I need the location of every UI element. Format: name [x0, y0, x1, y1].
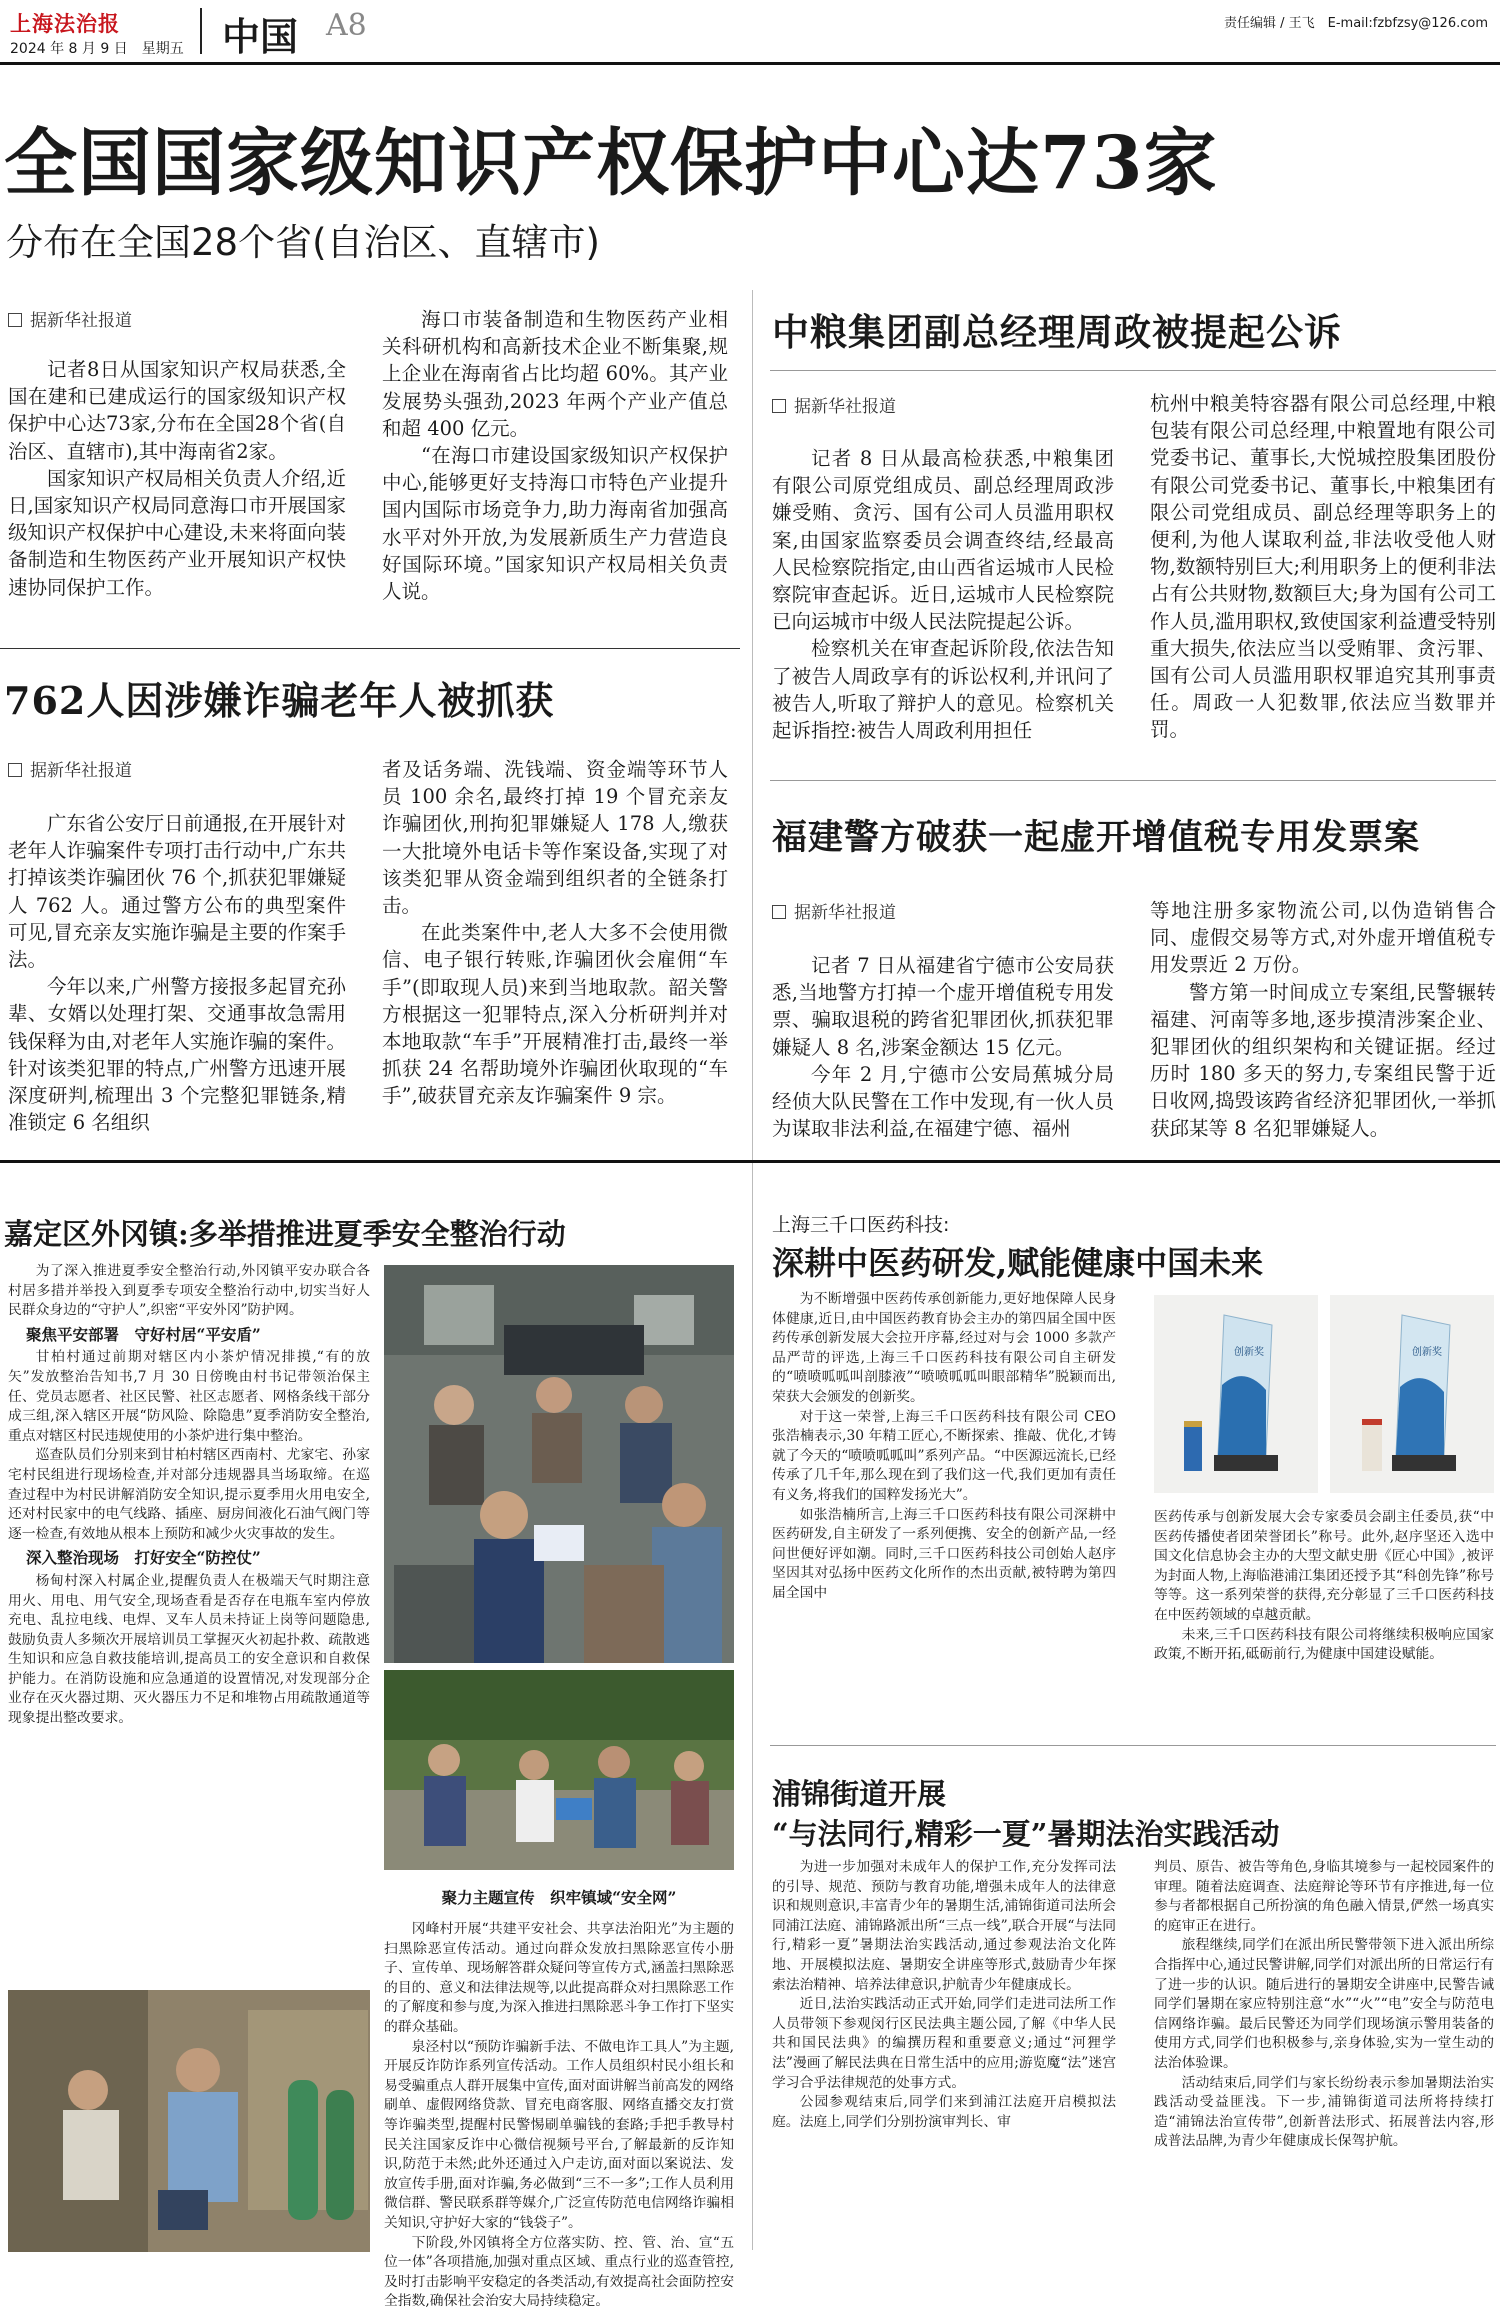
fraud-headline: 762人因涉嫌诈骗老年人被抓获	[4, 678, 555, 723]
tcm-col2-para: 未来,三千口医药科技有限公司将继续积极响应国家政策,不断开拓,砥砺前行,为健康中国建设赋能。	[1154, 1626, 1494, 1663]
pujin-col1-para: 为进一步加强对未成年人的保护工作,充分发挥司法的引导、规范、预防与教育功能,增强未成年人的法律意识和规则意识,丰富青少年的暑期生活,浦锦街道司法所会同浦江法庭、浦锦路派出所“三点一线”,联合开展“与法同行,精彩一夏”暑期法治实践活动,通过参观法治文化阵地、开展模拟法庭、暑期安全讲座等形式,鼓励青少年探索法治精神、培养法律意识,护航青少年健康成长。	[772, 1859, 1116, 1993]
cofco-col1-para: 检察机关在审查起诉阶段,依法告知了被告人周政享有的诉讼权利,并讯问了被告人,听取了辩护人的意见。检察机关起诉指控:被告人周政利用担任	[772, 637, 1114, 743]
trophy-photo-1	[1154, 1295, 1318, 1493]
fraud-col1-para: 广东省公安厅日前通报,在开展针对老年人诈骗案件专项打击行动中,广东共打掉该类诈骗团伙 76 个,抓获犯罪嫌疑人 762 人。通过警方公布的典型案件可见,冒充亲友实施诈骗是主要的作案手法。	[8, 812, 346, 972]
lead-col-1	[8, 356, 346, 601]
jiading-col2-para: 冈峰村开展“共建平安社会、共享法治阳光”为主题的扫黑除恶宣传活动。通过向群众发放扫黑除恶宣传小册子、宣传单、现场解答群众疑问等宣传方式,涵盖扫黑除恶的目的、意义和法律法规等,以此提高群众对扫黑除恶工作的了解度和参与度,为深入推进扫黑除恶斗争工作打下坚实的群众基础。	[384, 1921, 734, 2035]
fraud-col1-para: 今年以来,广州警方接报多起冒充孙辈、女婿以处理打架、交通事故急需用钱保释为由,对老年人实施诈骗的案件。针对该类犯罪的特点,广州警方迅速开展深度研判,梳理出 3 个完整犯罪链条,精准锁定 6 名组织	[8, 975, 346, 1135]
fraud-col-1	[8, 810, 346, 1136]
pujin-top-rule	[770, 1745, 1496, 1746]
editor-info: 责任编辑 / 王飞 E-mail:fzbfzsy@126.com	[1223, 16, 1488, 31]
pujin-col2-para: 旅程继续,同学们在派出所民警带领下进入派出所综合指挥中心,通过民警讲解,同学们对派出所的日常运行有了进一步的认识。随后进行的暑期安全讲座中,民警告诫同学们暑期在家应特别注意“水”“火”“电”安全与防范电信网络诈骗。最后民警还为同学们现场演示警用装备的使用方式,同学们也积极参与,亲身体验,实为一堂生动的法治体验课。	[1154, 1937, 1494, 2071]
trophy-photo-2	[1330, 1295, 1494, 1493]
tcm-col-2	[1154, 1508, 1494, 1665]
tcm-col-1	[772, 1290, 1116, 1604]
trophy-image	[1154, 1295, 1318, 1493]
tcm-headline: 深耕中医药研发,赋能健康中国未来	[772, 1244, 1264, 1282]
lead-bottom-rule	[0, 648, 740, 649]
fraud-col2-para: 者及话务端、洗钱端、资金端等环节人员 100 余名,最终打掉 19 个冒充亲友诈骗团伙,刑拘犯罪嫌疑人 178 人,缴获一大批境外电话卡等作案设备,实现了对该类犯罪从资金端到组织者的全链条打击。	[382, 758, 728, 918]
masthead-divider	[200, 8, 202, 54]
fujian-col1-para: 今年 2 月,宁德市公安局蕉城分局经侦大队民警在工作中发现,有一伙人员为谋取非法利益,在福建宁德、福州	[772, 1062, 1114, 1141]
trophy-image	[1330, 1295, 1494, 1493]
jiading-subhead: 聚焦平安部署 守好村居“平安盾”	[26, 1324, 261, 1344]
jiading-photo-visit	[384, 1670, 734, 1870]
inspection-scene-image	[8, 1990, 370, 2252]
cofco-col1-para: 记者 8 日从最高检获悉,中粮集团有限公司原党组成员、副总经理周政涉嫌受贿、贪污、国有公司人员滥用职权案,由国家监察委员会调查终结,经最高人民检察院指定,由山西省运城市人民检察院审查起诉。近日,运城市人民检察院已向运城市中级人民法院提起公诉。	[772, 447, 1114, 634]
jiading-col2-para: 下阶段,外冈镇将全方位落实防、控、管、治、宣“五位一体”各项措施,加强对重点区域、重点行业的巡查管控,及时打击影响平安稳定的各类活动,有效提高社会面防控安全指数,确保社会治安大局持续稳定。	[384, 2234, 734, 2310]
lead-subheadline: 分布在全国28个省(自治区、直辖市)	[6, 221, 600, 264]
masthead	[0, 0, 1500, 62]
trophy-award-label: 创新奖	[1234, 1347, 1264, 1358]
pujin-col-2	[1154, 1858, 1494, 2152]
fujian-col-2	[1150, 897, 1496, 1142]
pujin-col2-para: 判员、原告、被告等角色,身临其境参与一起校园案件的审理。随着法庭调查、法庭辩论等环节有序推进,每一位参与者都根据自己所扮演的角色融入情景,俨然一场真实的庭审正在进行。	[1154, 1859, 1494, 1934]
village-visit-image	[384, 1670, 734, 1870]
fujian-col1-para: 记者 7 日从福建省宁德市公安局获悉,当地警方打掉一个虚开增值税专用发票、骗取退税的跨省犯罪团伙,抓获犯罪嫌疑人 8 名,涉案金额达 15 亿元。	[772, 954, 1114, 1059]
jiading-headline: 嘉定区外冈镇:多举措推进夏季安全整治行动	[4, 1217, 566, 1251]
cofco-col-2	[1150, 390, 1496, 744]
cofco-headline: 中粮集团副总经理周政被提起公诉	[772, 310, 1342, 354]
jiading-photo-inspection	[8, 1990, 370, 2252]
pujin-headline-2: “与法同行,精彩一夏”暑期法治实践活动	[772, 1817, 1280, 1851]
pujin-col2-para: 活动结束后,同学们与家长纷纷表示参加暑期法治实践活动受益匪浅。下一步,浦锦街道司法所将持续打造“浦锦法治宣传带”,创新普法形式、拓展普法内容,形成普法品牌,为青少年健康成长保驾护航。	[1154, 2074, 1494, 2150]
lead-col2-para: “在海口市建设国家级知识产权保护中心,能够更好支持海口市特色产业提升国内国际市场竞争力,助力海南省加强高水平对外开放,为发展新质生产力营造良好国际环境。”国家知识产权局相关负责人说。	[382, 444, 728, 604]
cofco-source: 据新华社报道	[772, 392, 896, 417]
fujian-top-rule	[770, 780, 1496, 781]
pujin-col1-para: 公园参观结束后,同学们来到浦江法庭开启模拟法庭。法庭上,同学们分别扮演审判长、审	[772, 2094, 1116, 2130]
jiading-para: 巡查队员们分别来到甘柏村辖区西南村、尤家宅、孙家宅村民组进行现场检查,并对部分违规器具当场取缔。在巡查过程中为村民讲解消防安全知识,提示夏季用火用电安全,还对村民家中的电气线路、插座、厨房间液化石油气阀门等逐一检查,有效地从根本上预防和减少火灾事故的发生。	[8, 1447, 370, 1542]
jiading-para: 杨甸村深入村属企业,提醒负责人在极端天气时期注意用火、用电、用气安全,现场查看是否存在电瓶车室内停放充电、乱拉电线、电焊、叉车人员未持证上岗等问题隐患,鼓励负责人多频次开展培训员工掌握灭火初起扑救、疏散逃生知识和应急自救技能培训,提高员工的安全意识和自救保护能力。在消防设施和应急通道的设置情况,对发现部分企业存在灭火器过期、灭火器压力不足和堆物占用疏散通道等现象提出整改要求。	[8, 1572, 370, 1727]
jiading-para: 甘柏村通过前期对辖区内小茶炉情况排摸,“有的放矢”发放整治告知书,7 月 30 日傍晚由村书记带领治保主任、党员志愿者、社区民警、社区志愿者、网格条线干部分成三组,深入辖区开展“防风险、除隐患”夏季消防安全整治,重点对辖区村民违规使用的小茶炉进行集中整治。	[8, 1349, 370, 1444]
pujin-col1-para: 近日,法治实践活动正式开始,同学们走进司法所工作人员带领下参观闵行区民法典主题公园,了解《中华人民共和国民法典》的编撰历程和重要意义;通过“河狸学法”漫画了解民法典在日常生活中的应用;游览魔“法”迷宫学习合乎法律规范的处事方式。	[772, 1996, 1116, 2091]
newspaper-logo: 上海法治报	[10, 11, 120, 36]
tcm-col1-para: 为不断增强中医药传承创新能力,更好地保障人民身体健康,近日,由中国医药教育协会主办的第四届全国中医药传承创新发展大会拉开序幕,经过对与会 1000 多款产品严苛的评选,上海三千口医药科技有限公司自主研发的“喷喷呱呱叫剖膝液”“喷喷呱呱叫眼部精华”脱颖而出,荣获大会颁发的创新奖。	[772, 1291, 1116, 1405]
jiading-col-1	[8, 1262, 370, 1729]
lead-col-2	[382, 306, 728, 605]
tcm-kicker: 上海三千口医药科技:	[772, 1214, 950, 1236]
tcm-col1-para: 如张浩楠所言,上海三千口医药科技有限公司深耕中医药研发,自主研发了一系列便携、安全的创新产品,一经问世便好评如潮。同时,三千口医药科技公司创始人赵序坚因其对弘扬中医药文化所作的杰出贡献,被特聘为第四届全国中	[772, 1506, 1116, 1601]
page-number: A8	[326, 8, 367, 43]
fujian-col2-para: 等地注册多家物流公司,以伪造销售合同、虚假交易等方式,对外虚开增值税专用发票近 2 万份。	[1150, 899, 1496, 977]
cofco-rule	[770, 370, 1496, 371]
jiading-col-2	[384, 1920, 734, 2312]
fraud-source: 据新华社报道	[8, 756, 132, 781]
fujian-headline: 福建警方破获一起虚开增值税专用发票案	[772, 817, 1421, 858]
fujian-source: 据新华社报道	[772, 898, 896, 923]
masthead-rule	[0, 62, 1500, 65]
column-divider	[752, 290, 753, 1190]
issue-date: 2024 年 8 月 9 日 星期五	[10, 41, 184, 57]
fujian-col2-para: 警方第一时间成立专案组,民警辗转福建、河南等多地,逐步摸清涉案企业、犯罪团伙的组织架构和关键证据。经过历时 180 多天的努力,专案组民警于近日收网,捣毁该跨省经济犯罪团伙,一举抓获邱某等 8 名犯罪嫌疑人。	[1150, 980, 1496, 1140]
jiading-photo-meeting	[384, 1265, 734, 1663]
tcm-col2-para: 医药传承与创新发展大会专家委员会副主任委员,获“中医药传播使者团荣誉团长”称号。此外,赵序坚还入选中国文化信息协会主办的大型文献史册《匠心中国》,被评为封面人物,上海临港浦江集团还授予其“科创先锋”称号等等。这一系列荣誉的获得,充分彰显了三千口医药科技在中医药领域的卓越贡献。	[1154, 1509, 1494, 1623]
jiading-photo-caption: 聚力主题宣传 织牢镇域“安全网”	[441, 1888, 677, 1907]
pujin-headline-1: 浦锦街道开展	[772, 1777, 947, 1811]
lead-headline: 全国国家级知识产权保护中心达73家	[4, 120, 1218, 206]
cofco-col-1	[772, 445, 1114, 744]
fraud-col2-para: 在此类案件中,老人大多不会使用微信、电子银行转账,诈骗团伙会雇佣“车手”(即取现人员)来到当地取款。韶关警方根据这一犯罪特点,深入分析研判并对本地取款“车手”开展精准打击,最终一举抓获 24 名帮助境外诈骗团伙取现的“车手”,破获冒充亲友诈骗案件 9 宗。	[382, 921, 728, 1108]
section-name: 中国	[222, 14, 299, 59]
lower-column-divider	[752, 1180, 753, 2250]
fraud-col-2	[382, 756, 728, 1110]
trophy-award-label: 创新奖	[1412, 1347, 1442, 1358]
jiading-subhead: 深入整治现场 打好安全“防控仗”	[26, 1548, 261, 1568]
jiading-para: 为了深入推进夏季安全整治行动,外冈镇平安办联合各村居多措并举投入到夏季专项安全整治行动中,切实当好人民群众身边的“守护人”,织密“平安外冈”防护网。	[8, 1263, 370, 1319]
tcm-col1-para: 对于这一荣誉,上海三千口医药科技有限公司 CEO 张浩楠表示,30 年精工匠心,不断探索、推敲、优化,才铸就了今天的“喷喷呱呱叫”系列产品。“中医源远流长,已经传承了几千年,那么现在到了我们这一代,我们更加有责任有义务,将我们的国粹发扬光大”。	[772, 1408, 1116, 1503]
lead-col2-para: 海口市装备制造和生物医药产业相关科研机构和高新技术企业不断集聚,规上企业在海南省占比均超 60%。其产业发展势头强劲,2023 年两个产业产值总和超 400 亿元。	[382, 308, 728, 440]
section-divider	[0, 1160, 1500, 1163]
lead-col1-para: 国家知识产权局相关负责人介绍,近日,国家知识产权局同意海口市开展国家级知识产权保护中心建设,未来将面向装备制造和生物医药产业开展知识产权快速协同保护工作。	[8, 466, 346, 599]
lead-source: 据新华社报道	[8, 306, 132, 331]
fujian-col-1	[772, 952, 1114, 1142]
jiading-col2-para: 泉泾村以“预防诈骗新手法、不做电诈工具人”为主题,开展反诈防诈系列宣传活动。工作人员组织村民小组长和易受骗重点人群开展集中宣传,面对面讲解当前高发的网络刷单、虚假网络贷款、冒充电商客服、网络直播交友打赏等诈骗类型,提醒村民警惕刷单骗钱的套路;手把手教导村民关注国家反诈中心微信视频号平台,了解最新的反诈知识,防范于未然;此外还通过入户走访,面对面以案说法、发放宣传手册,面对诈骗,务必做到“三不一多”;工作人员利用微信群、警民联系群等媒介,广泛宣传防范电信网络诈骗相关知识,守护好大家的“钱袋子”。	[384, 2038, 734, 2231]
meeting-scene-image	[384, 1265, 734, 1663]
lead-col1-para: 记者8日从国家知识产权局获悉,全国在建和已建成运行的国家级知识产权保护中心达73家,分布在全国28个省(自治区、直辖市),其中海南省2家。	[8, 358, 346, 463]
pujin-col-1	[772, 1858, 1116, 2132]
cofco-col2-para: 杭州中粮美特容器有限公司总经理,中粮包装有限公司总经理,中粮置地有限公司党委书记、董事长,大悦城控股集团股份有限公司党委书记、董事长,中粮集团有限公司党组成员、副总经理等职务上的便利,为他人谋取利益,非法收受他人财物,数额特别巨大;利用职务上的便利非法占有公共财物,数额巨大;身为国有公司工作人员,滥用职权,致使国家利益遭受特别重大损失,依法应当以受贿罪、贪污罪、国有公司人员滥用职权罪追究其刑事责任。周政一人犯数罪,依法应当数罪并罚。	[1150, 392, 1496, 742]
